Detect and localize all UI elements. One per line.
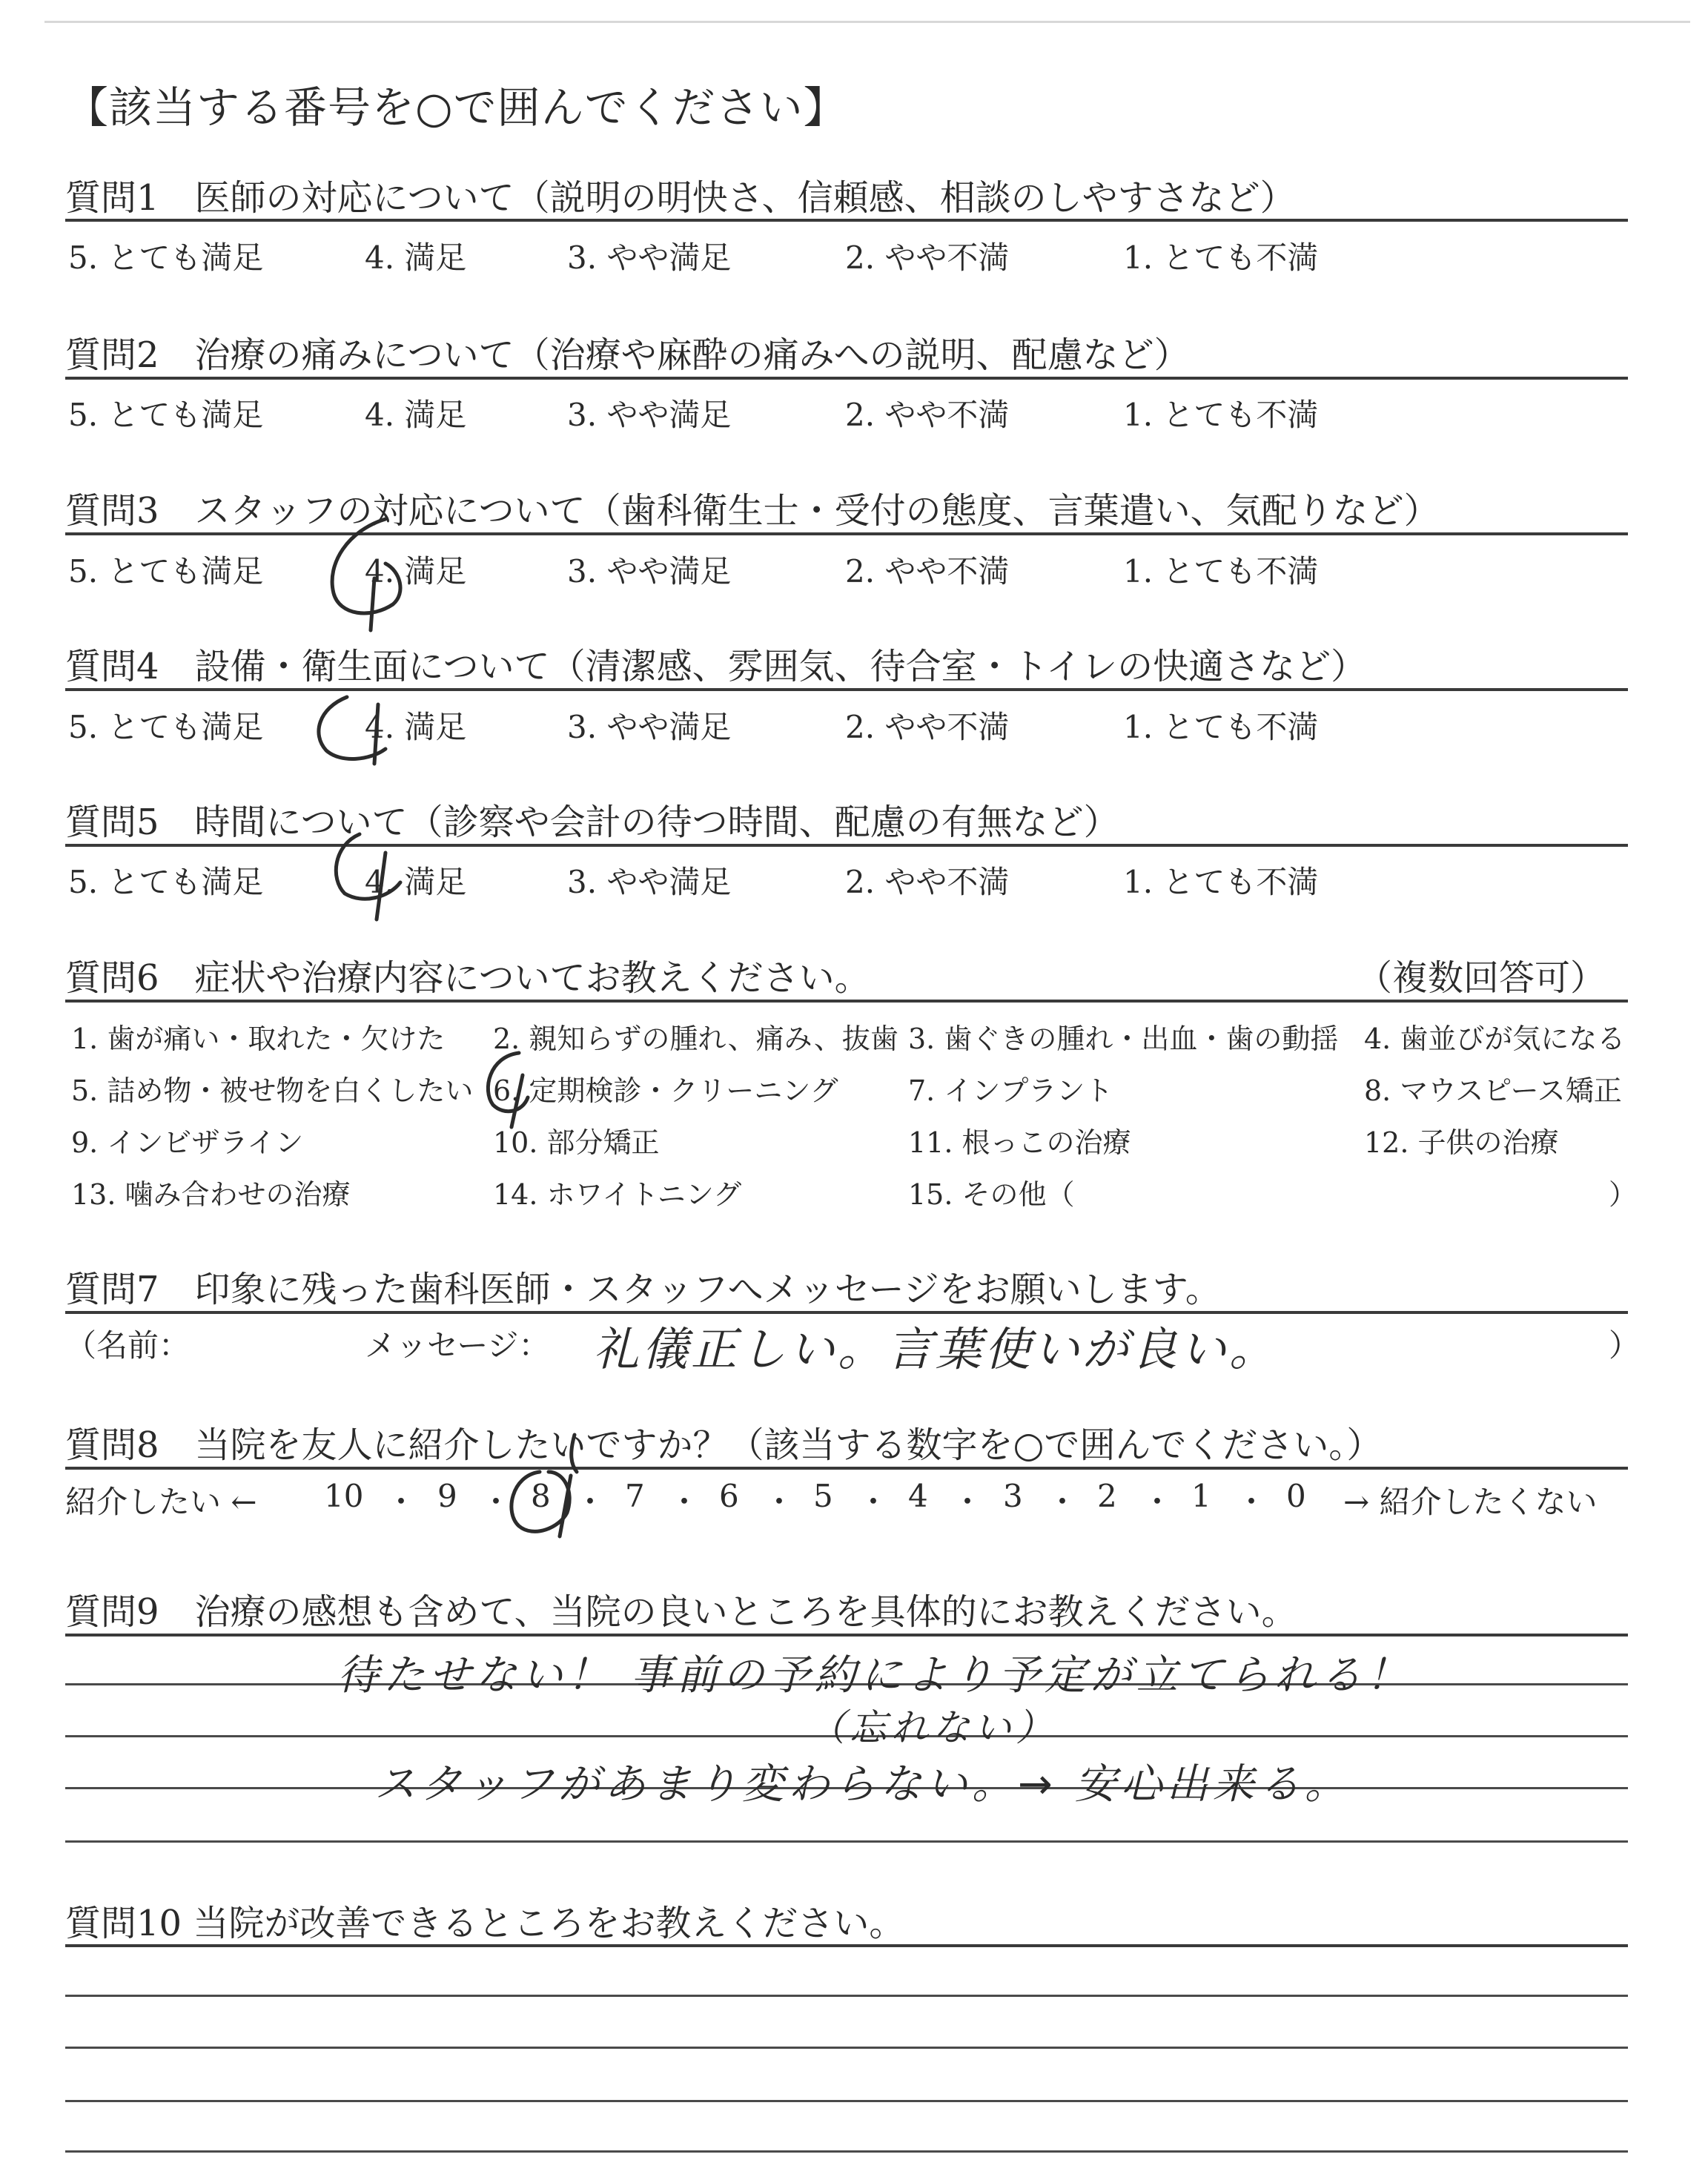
handwritten-answer-line-1: 待たせない！ 事前の予約により予定が立てられる！	[337, 1651, 1412, 1700]
q6-option-7[interactable]: 7. インプラント	[908, 1074, 1113, 1107]
question-8-title: 質問8 当院を友人に紹介したいですか？（該当する数字を○で囲んでください。）	[65, 1424, 1383, 1466]
q5-option-2[interactable]: 2. やや不満	[845, 864, 1010, 900]
q6-option-15[interactable]: 15. その他（	[908, 1178, 1075, 1211]
q5-option-1[interactable]: 1. とても不満	[1123, 864, 1319, 900]
q3-option-2[interactable]: 2. やや不満	[845, 553, 1010, 589]
handwritten-answer-line-2: （忘れない）	[808, 1706, 1057, 1749]
scale-0[interactable]: 0	[1286, 1478, 1306, 1514]
message-label: メッセージ：	[365, 1327, 550, 1364]
q5-option-4[interactable]: 4. 満足	[365, 864, 467, 900]
q6-option-5[interactable]: 5. 詰め物・被せ物を白くしたい	[71, 1074, 474, 1107]
question-8-rule	[65, 1467, 1628, 1470]
question-1-rule	[65, 219, 1628, 222]
question-2-title: 質問2 治療の痛みについて（治療や麻酔の痛みへの説明、配慮など）	[65, 334, 1190, 376]
q4-option-3[interactable]: 3. やや満足	[567, 709, 732, 745]
multiple-answers-note: （複数回答可）	[1357, 957, 1606, 999]
q2-option-1[interactable]: 1. とても不満	[1123, 397, 1319, 433]
question-4-title: 質問4 設備・衛生面について（清潔感、雰囲気、待合室・トイレの快適さなど）	[65, 646, 1367, 687]
question-2-rule	[65, 377, 1628, 380]
q1-option-2[interactable]: 2. やや不満	[845, 240, 1010, 276]
answer-line	[65, 2150, 1628, 2153]
q6-option-10[interactable]: 10. 部分矯正	[493, 1126, 660, 1159]
scale-dot: ・	[669, 1484, 701, 1520]
scale-4[interactable]: 4	[908, 1478, 928, 1514]
q2-option-5[interactable]: 5. とても満足	[68, 397, 264, 433]
answer-line	[65, 2100, 1628, 2102]
scale-7[interactable]: 7	[625, 1478, 645, 1514]
question-9-title: 質問9 治療の感想も含めて、当院の良いところを具体的にお教えください。	[65, 1591, 1297, 1633]
question-5-title: 質問5 時間について（診察や会計の待つ時間、配慮の有無など）	[65, 802, 1119, 843]
q6-option-11[interactable]: 11. 根っこの治療	[908, 1126, 1131, 1159]
q4-option-2[interactable]: 2. やや不満	[845, 709, 1010, 745]
q1-option-5[interactable]: 5. とても満足	[68, 240, 264, 276]
q6-option-6[interactable]: 6. 定期検診・クリーニング	[493, 1074, 838, 1107]
q6-option-13[interactable]: 13. 噛み合わせの治療	[71, 1178, 351, 1211]
handwritten-message: 礼儀正しい。言葉使いが良い。	[593, 1322, 1279, 1376]
page-heading: 【該当する番号を○で囲んでください】	[65, 82, 847, 133]
answer-line	[65, 1995, 1628, 1997]
q6-option-8[interactable]: 8. マウスピース矯正	[1364, 1074, 1622, 1107]
scale-2[interactable]: 2	[1097, 1478, 1117, 1514]
question-4-rule	[65, 688, 1628, 691]
recommend-right-label: → 紹介したくない	[1343, 1484, 1598, 1520]
scale-dot: ・	[764, 1484, 795, 1520]
q1-option-4[interactable]: 4. 満足	[365, 240, 467, 276]
scale-dot: ・	[1047, 1484, 1079, 1520]
q4-option-5[interactable]: 5. とても満足	[68, 709, 264, 745]
scale-dot: ・	[480, 1484, 512, 1520]
answer-line	[65, 1840, 1628, 1843]
message-close-paren: ）	[1609, 1327, 1641, 1364]
scale-8[interactable]: 8	[531, 1478, 551, 1514]
q5-option-3[interactable]: 3. やや満足	[567, 864, 732, 900]
question-3-title: 質問3 スタッフの対応について（歯科衛生士・受付の態度、言葉遣い、気配りなど）	[65, 490, 1440, 532]
scan-edge	[44, 21, 1690, 23]
q2-option-4[interactable]: 4. 満足	[365, 397, 467, 433]
q6-option-2[interactable]: 2. 親知らずの腫れ、痛み、抜歯	[493, 1023, 898, 1055]
question-7-title: 質問7 印象に残った歯科医師・スタッフへメッセージをお願いします。	[65, 1269, 1221, 1310]
scale-5[interactable]: 5	[813, 1478, 833, 1514]
scale-10[interactable]: 10	[324, 1478, 364, 1514]
scale-dot: ・	[1142, 1484, 1174, 1520]
scale-3[interactable]: 3	[1003, 1478, 1023, 1514]
q3-option-1[interactable]: 1. とても不満	[1123, 553, 1319, 589]
question-10-title: 質問10 当院が改善できるところをお教えください。	[65, 1903, 905, 1944]
q6-option-3[interactable]: 3. 歯ぐきの腫れ・出血・歯の動揺	[908, 1023, 1339, 1055]
q6-option-1[interactable]: 1. 歯が痛い・取れた・欠けた	[71, 1023, 446, 1055]
question-6-rule	[65, 1000, 1628, 1003]
question-1-title: 質問1 医師の対応について（説明の明快さ、信頼感、相談のしやすさなど）	[65, 177, 1296, 219]
q3-option-3[interactable]: 3. やや満足	[567, 553, 732, 589]
handwritten-answer-line-3: スタッフがあまり変わらない。→ 安心出来る。	[374, 1760, 1351, 1809]
q6-option-14[interactable]: 14. ホワイトニング	[493, 1178, 742, 1211]
q6-other-close-paren: ）	[1609, 1178, 1638, 1211]
scale-1[interactable]: 1	[1191, 1478, 1211, 1514]
q4-option-1[interactable]: 1. とても不満	[1123, 709, 1319, 745]
q6-option-4[interactable]: 4. 歯並びが気になる	[1364, 1023, 1626, 1055]
q6-option-9[interactable]: 9. インビザライン	[71, 1126, 304, 1159]
scale-dot: ・	[575, 1484, 606, 1520]
q2-option-2[interactable]: 2. やや不満	[845, 397, 1010, 433]
q1-option-1[interactable]: 1. とても不満	[1123, 240, 1319, 276]
q2-option-3[interactable]: 3. やや満足	[567, 397, 732, 433]
q5-option-5[interactable]: 5. とても満足	[68, 864, 264, 900]
scale-dot: ・	[385, 1484, 417, 1520]
recommend-left-label: 紹介したい ←	[65, 1484, 257, 1520]
scale-dot: ・	[952, 1484, 984, 1520]
q1-option-3[interactable]: 3. やや満足	[567, 240, 732, 276]
scale-9[interactable]: 9	[437, 1478, 457, 1514]
question-9-rule	[65, 1634, 1628, 1636]
scale-6[interactable]: 6	[719, 1478, 739, 1514]
q3-option-4[interactable]: 4. 満足	[365, 553, 467, 589]
scale-dot: ・	[1236, 1484, 1268, 1520]
question-10-rule	[65, 1944, 1628, 1947]
q6-option-12[interactable]: 12. 子供の治療	[1364, 1126, 1559, 1159]
answer-line	[65, 2047, 1628, 2049]
question-6-title: 質問6 症状や治療内容についてお教えください。	[65, 957, 870, 999]
name-label: （名前：	[65, 1327, 191, 1364]
question-3-rule	[65, 532, 1628, 535]
q4-option-4[interactable]: 4. 満足	[365, 709, 467, 745]
scale-dot: ・	[858, 1484, 890, 1520]
q3-option-5[interactable]: 5. とても満足	[68, 553, 264, 589]
question-5-rule	[65, 844, 1628, 847]
